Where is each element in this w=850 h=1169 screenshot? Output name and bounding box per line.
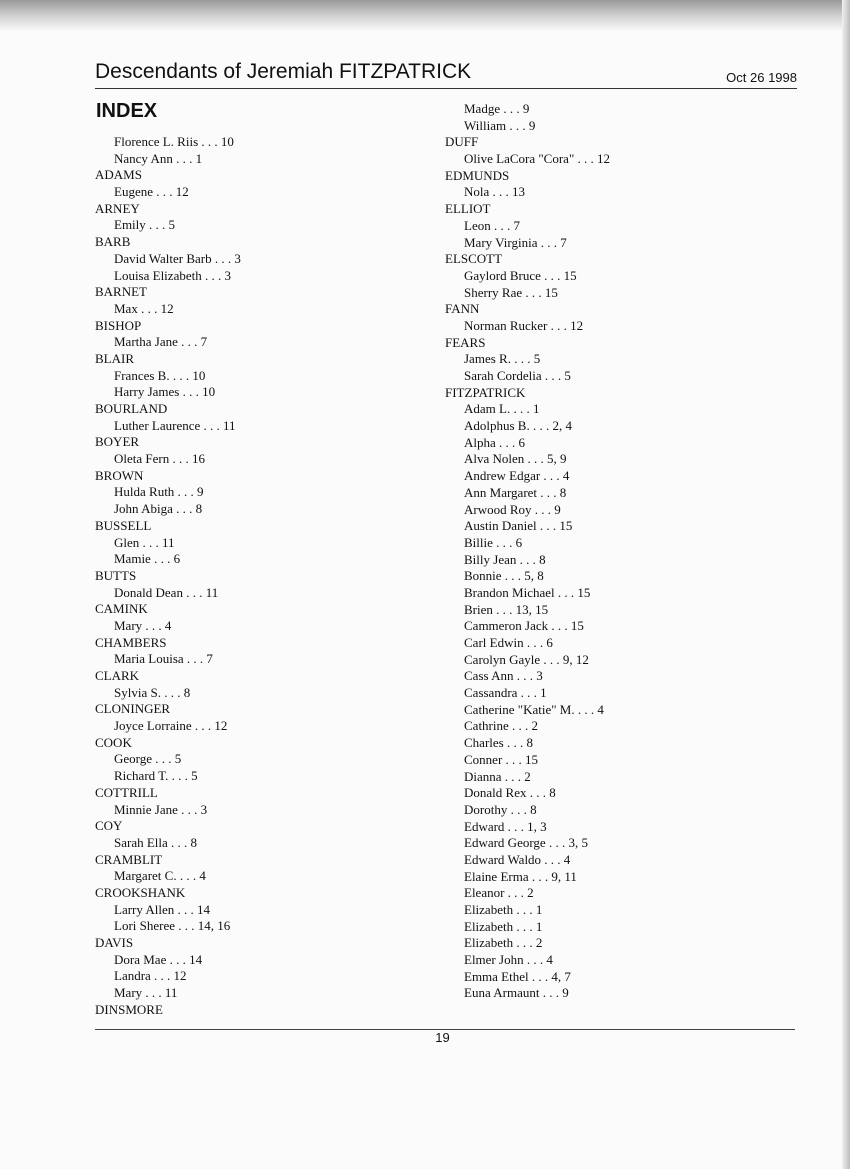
- index-surname: FITZPATRICK: [445, 384, 526, 400]
- index-entry: Glen . . . 11: [114, 534, 175, 550]
- index-entry: Alpha . . . 6: [464, 434, 526, 450]
- index-entry: Florence L. Riis . . . 10: [114, 134, 234, 149]
- index-entry: Sarah Cordelia . . . 5: [464, 368, 571, 383]
- index-entry: Euna Armaunt . . . 9: [464, 985, 569, 1001]
- index-entry: Cammeron Jack . . . 15: [464, 618, 584, 634]
- index-entry: Andrew Edgar . . . 4: [464, 468, 570, 484]
- index-entry: Brandon Michael . . . 15: [464, 584, 591, 600]
- index-entry: Elizabeth . . . 2: [464, 935, 543, 951]
- index-surname: BLAIR: [95, 350, 134, 366]
- index-surname: CHAMBERS: [95, 634, 167, 650]
- index-entry: Arwood Roy . . . 9: [464, 501, 561, 517]
- index-entry: Edward Waldo . . . 4: [464, 851, 571, 867]
- index-surname: CRAMBLIT: [95, 851, 163, 867]
- index-entry: Cass Ann . . . 3: [464, 668, 543, 684]
- index-heading: INDEX: [96, 100, 158, 122]
- index-entry: Dora Mae . . . 14: [114, 951, 203, 967]
- index-entry: Lori Sheree . . . 14, 16: [114, 918, 231, 934]
- index-surname: DUFF: [445, 134, 479, 150]
- index-entry: Landra . . . 12: [114, 968, 187, 984]
- index-entry: Sarah Ella . . . 8: [114, 834, 198, 850]
- index-entry: Austin Daniel . . . 15: [464, 518, 573, 534]
- index-entry: Elaine Erma . . . 9, 11: [464, 868, 577, 884]
- index-entry: Luther Laurence . . . 11: [114, 417, 236, 433]
- index-entry: Madge . . . 9: [464, 101, 530, 116]
- index-entry: Cathrine . . . 2: [464, 718, 539, 734]
- index-surname: ELSCOTT: [445, 251, 503, 267]
- index-entry: Maria Louisa . . . 7: [114, 651, 213, 667]
- index-surname: ARNEY: [95, 200, 140, 216]
- index-entry: Leon . . . 7: [464, 217, 520, 233]
- index-entry: Harry James . . . 10: [114, 384, 216, 400]
- index-entry: Norman Rucker . . . 12: [464, 317, 584, 333]
- index-entry: Carolyn Gayle . . . 9, 12: [464, 651, 589, 667]
- index-surname: COTTRILL: [95, 784, 158, 800]
- index-entry: Conner . . . 15: [464, 751, 539, 767]
- page-header: [95, 58, 797, 89]
- index-entry: Nancy Ann . . . 1: [114, 150, 203, 166]
- index-surname: COY: [95, 818, 123, 834]
- index-surname: CROOKSHANK: [95, 884, 186, 900]
- index-surname: CAMINK: [95, 601, 148, 617]
- index-surname: COOK: [95, 734, 132, 750]
- index-entry: Adolphus B. . . . 2, 4: [464, 418, 572, 434]
- scan-shadow-right: [842, 0, 850, 1169]
- index-entry: Charles . . . 8: [464, 735, 533, 751]
- index-entry: Elmer John . . . 4: [464, 952, 553, 968]
- index-surname: BOURLAND: [95, 401, 168, 416]
- index-entry: David Walter Barb . . . 3: [114, 250, 241, 266]
- index-entry: Donald Dean . . . 11: [114, 584, 219, 600]
- index-entry: Larry Allen . . . 14: [114, 901, 211, 917]
- index-entry: James R. . . . 5: [464, 351, 541, 367]
- index-entry: Edward George . . . 3, 5: [464, 835, 588, 851]
- index-entry: Gaylord Bruce . . . 15: [464, 267, 577, 283]
- index-entry: Mary . . . 4: [114, 617, 172, 633]
- index-entry: Ann Margaret . . . 8: [464, 484, 567, 500]
- index-surname: BARNET: [95, 284, 147, 300]
- index-surname: BUTTS: [95, 567, 137, 583]
- index-entry: Louisa Elizabeth . . . 3: [114, 267, 231, 283]
- index-entry: Eugene . . . 12: [114, 184, 189, 200]
- index-entry: Mamie . . . 6: [114, 551, 181, 567]
- index-surname: FANN: [445, 301, 480, 317]
- index-surname: BUSSELL: [95, 517, 152, 533]
- index-entry: Elizabeth . . . 1: [464, 902, 543, 917]
- index-entry: Sylvia S. . . . 8: [114, 684, 191, 700]
- index-entry: Emily . . . 5: [114, 217, 176, 233]
- index-entry: Catherine "Katie" M. . . . 4: [464, 701, 604, 717]
- index-entry: Adam L. . . . 1: [464, 401, 540, 417]
- index-surname: BOYER: [95, 434, 140, 450]
- index-entry: Mary . . . 11: [114, 985, 178, 1001]
- index-entry: Oleta Fern . . . 16: [114, 451, 205, 467]
- index-entry: Max . . . 12: [114, 300, 174, 316]
- index-entry: Olive LaCora "Cora" . . . 12: [464, 151, 610, 167]
- index-column-left: [95, 134, 425, 1018]
- index-entry: John Abiga . . . 8: [114, 501, 203, 517]
- index-entry: Edward . . . 1, 3: [464, 818, 547, 834]
- index-entry: Nola . . . 13: [464, 184, 526, 200]
- index-surname: EDMUNDS: [445, 167, 510, 183]
- index-entry: Joyce Lorraine . . . 12: [114, 718, 228, 734]
- index-entry: George . . . 5: [114, 751, 182, 767]
- index-entry: Frances B. . . . 10: [114, 367, 206, 383]
- index-surname: CLARK: [95, 668, 140, 683]
- index-entry: Billie . . . 6: [464, 534, 523, 550]
- index-surname: ADAMS: [95, 167, 142, 183]
- index-entry: Margaret C. . . . 4: [114, 868, 206, 884]
- index-entry: Richard T. . . . 5: [114, 768, 198, 784]
- index-entry: Elizabeth . . . 1: [464, 918, 543, 934]
- index-entry: Dorothy . . . 8: [464, 801, 537, 817]
- document-title: Descendants of Jeremiah FITZPATRICK: [95, 60, 472, 83]
- document-date: Oct 26 1998: [726, 70, 797, 85]
- index-entry: Cassandra . . . 1: [464, 685, 547, 701]
- index-entry: Mary Virginia . . . 7: [464, 234, 567, 250]
- index-entry: Dianna . . . 2: [464, 768, 531, 784]
- index-surname: ELLIOT: [445, 201, 491, 217]
- index-surname: BISHOP: [95, 317, 142, 333]
- page-number: 19: [435, 1030, 450, 1045]
- index-surname: DINSMORE: [95, 1001, 163, 1017]
- index-entry: Bonnie . . . 5, 8: [464, 568, 544, 584]
- index-entry: Eleanor . . . 2: [464, 885, 534, 901]
- index-column-right: [445, 101, 775, 1002]
- scan-shadow-top: [0, 0, 850, 30]
- index-entry: Alva Nolen . . . 5, 9: [464, 451, 567, 467]
- index-surname: DAVIS: [95, 935, 134, 950]
- index-entry: Brien . . . 13, 15: [464, 601, 549, 617]
- index-entry: William . . . 9: [464, 117, 536, 133]
- index-entry: Martha Jane . . . 7: [114, 334, 208, 350]
- index-entry: Carl Edwin . . . 6: [464, 635, 553, 650]
- index-entry: Donald Rex . . . 8: [464, 785, 556, 801]
- index-entry: Minnie Jane . . . 3: [114, 801, 208, 817]
- index-surname: BROWN: [95, 467, 144, 483]
- index-surname: FEARS: [445, 334, 486, 350]
- index-surname: CLONINGER: [95, 701, 171, 717]
- index-entry: Sherry Rae . . . 15: [464, 284, 558, 300]
- index-entry: Hulda Ruth . . . 9: [114, 484, 204, 500]
- index-surname: BARB: [95, 234, 131, 250]
- index-entry: Billy Jean . . . 8: [464, 551, 546, 567]
- index-entry: Emma Ethel . . . 4, 7: [464, 968, 571, 984]
